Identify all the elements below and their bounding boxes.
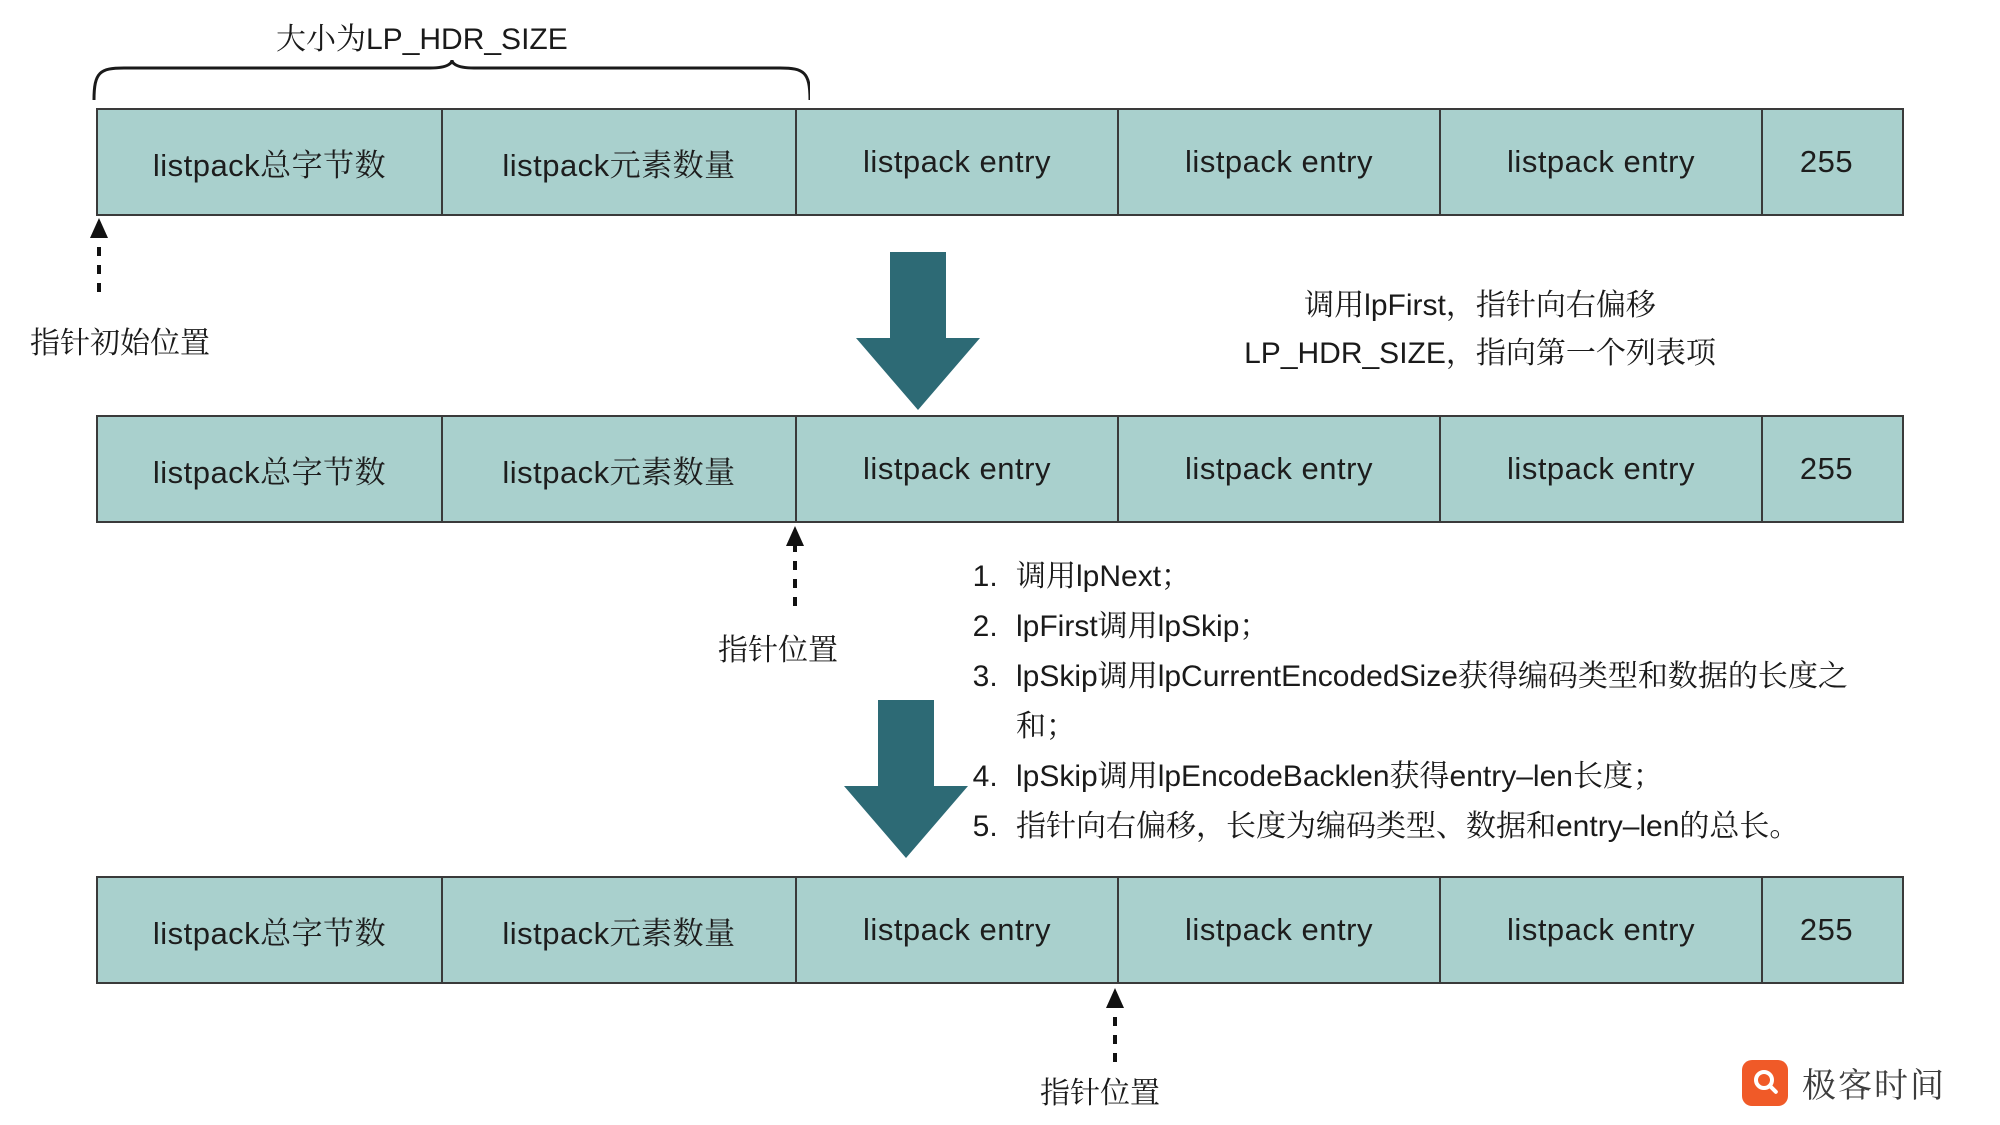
pointer-second-arrow-icon: [770, 522, 830, 608]
cell-entry-2: listpack entry: [1119, 417, 1441, 521]
cell-entry-1: listpack entry: [797, 417, 1119, 521]
cell-entry-3: listpack entry: [1441, 878, 1763, 982]
pointer-third-arrow-icon: [1090, 984, 1150, 1064]
cell-entry-1: listpack entry: [797, 110, 1119, 214]
watermark: [1742, 1058, 1946, 1107]
cell-total-bytes: listpack总字节数: [98, 417, 443, 521]
cell-element-count: listpack元素数量: [443, 878, 797, 982]
pointer-initial-label: 指针初始位置: [30, 327, 210, 360]
header-brace-icon: [90, 58, 810, 102]
cell-entry-2: listpack entry: [1119, 110, 1441, 214]
cell-end-byte: 255: [1799, 912, 1854, 947]
cell-element-count: listpack元素数量: [443, 110, 797, 214]
watermark-text: 极客时间: [1802, 1067, 1946, 1105]
cell-total-bytes: listpack总字节数: [98, 110, 443, 214]
listpack-row-3: [96, 876, 1904, 984]
note-lpfirst-line2: LP_HDR_SIZE，指向第一个列表项: [1244, 337, 1716, 370]
step-item-4: 4. lpSkip调用lpEncodeBacklen获得entry–len长度；: [1006, 752, 1896, 802]
cell-end-byte: 255: [1799, 144, 1854, 179]
cell-total-bytes: listpack总字节数: [98, 878, 443, 982]
cell-entry-3: listpack entry: [1441, 110, 1763, 214]
step-item-1: 1. 调用lpNext；: [1006, 552, 1896, 602]
cell-entry-2: listpack entry: [1119, 878, 1441, 982]
cell-end-byte: 255: [1799, 451, 1854, 486]
step-item-2: 2. lpFirst调用lpSkip；: [1006, 602, 1896, 652]
steps-list: [950, 552, 1896, 852]
pointer-second-label: 指针位置: [718, 634, 838, 667]
down-arrow-1-icon: [852, 252, 984, 412]
note-lpfirst-line1: 调用lpFirst，指针向右偏移: [1304, 289, 1656, 322]
cell-element-count: listpack元素数量: [443, 417, 797, 521]
geekbang-logo-icon: [1742, 1060, 1788, 1106]
cell-entry-3: listpack entry: [1441, 417, 1763, 521]
listpack-row-1: [96, 108, 1904, 216]
lp-hdr-size-label: 大小为LP_HDR_SIZE: [276, 23, 568, 56]
step-item-3: 3. lpSkip调用lpCurrentEncodedSize获得编码类型和数据的长度之和；: [1006, 652, 1896, 752]
cell-entry-1: listpack entry: [797, 878, 1119, 982]
step-item-5: 5. 指针向右偏移，长度为编码类型、数据和entry–len的总长。: [1006, 802, 1896, 852]
listpack-row-2: [96, 415, 1904, 523]
pointer-third-label: 指针位置: [1040, 1077, 1160, 1110]
pointer-initial-arrow-icon: [74, 214, 134, 294]
